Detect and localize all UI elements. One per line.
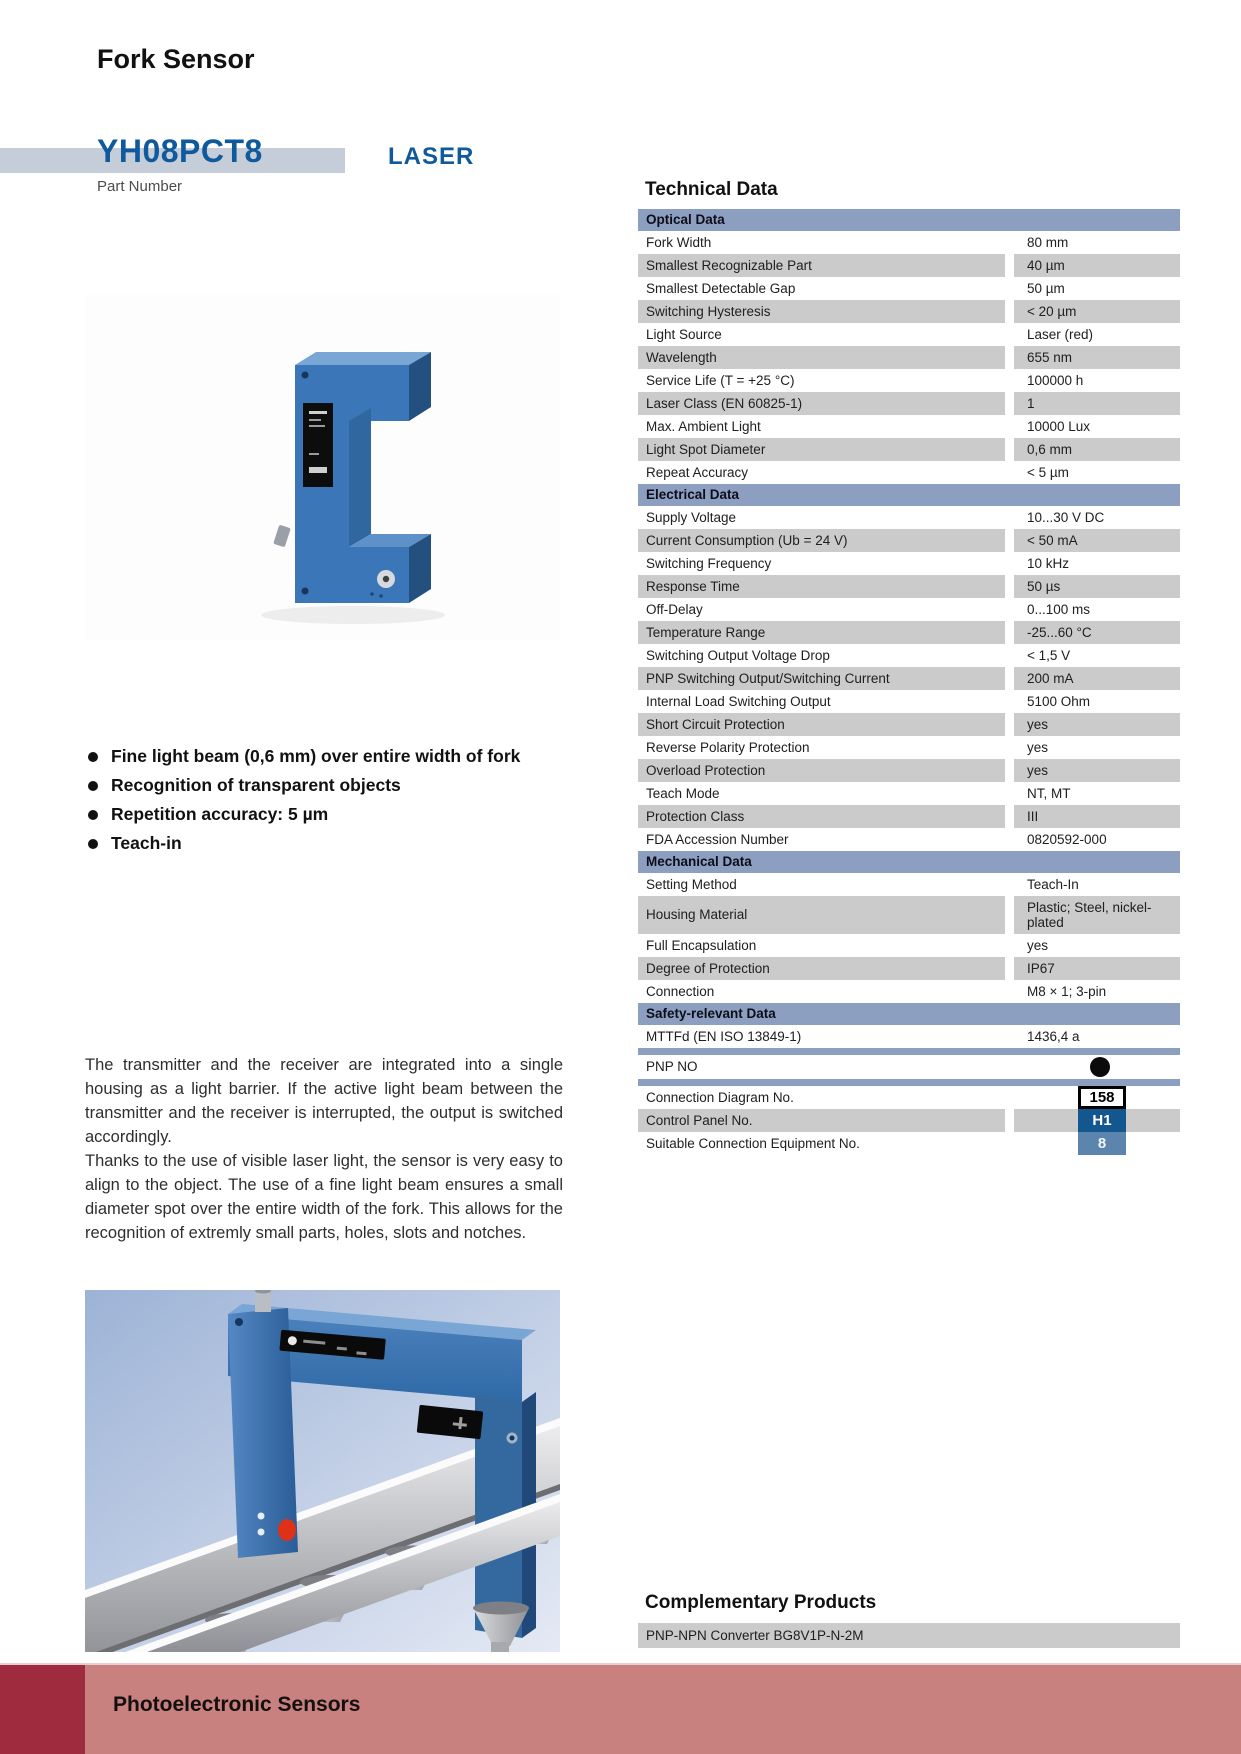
pnp-output-dot-icon	[1090, 1057, 1110, 1077]
column-gap	[1005, 828, 1014, 851]
table-section-header: Optical Data	[638, 209, 1180, 231]
column-gap	[1005, 782, 1014, 805]
table-row	[638, 713, 1180, 736]
part-number-caption: Part Number	[97, 178, 183, 195]
fork-sensor-render	[85, 295, 560, 640]
red-led-icon	[278, 1519, 296, 1541]
laser-label: LASER	[388, 143, 475, 170]
bullet-icon	[88, 810, 98, 820]
column-gap	[1005, 934, 1014, 957]
row-label: Connection Diagram No.	[646, 1090, 794, 1105]
row-label: Connection	[646, 984, 715, 999]
table-row	[638, 1086, 1180, 1109]
row-label: Max. Ambient Light	[646, 419, 761, 434]
table-row	[638, 506, 1180, 529]
column-gap	[1005, 254, 1014, 277]
column-gap	[1005, 621, 1014, 644]
output-row	[638, 1055, 1180, 1079]
row-label: Teach Mode	[646, 786, 720, 801]
column-gap	[1005, 506, 1014, 529]
row-label: Smallest Detectable Gap	[646, 281, 796, 296]
table-section-header: Safety-relevant Data	[638, 1003, 1180, 1025]
bullet-icon	[88, 752, 98, 762]
row-label: Wavelength	[638, 346, 1005, 369]
footer-label: Photoelectronic Sensors	[113, 1693, 361, 1716]
table-section-header: Electrical Data	[638, 484, 1180, 506]
row-value: 100000 h	[1027, 373, 1084, 388]
column-gap	[1005, 713, 1014, 736]
row-label: Current Consumption (Ub = 24 V)	[638, 529, 1005, 552]
column-gap	[1005, 759, 1014, 782]
table-row	[638, 1025, 1180, 1048]
row-value: 1436,4 a	[1027, 1029, 1080, 1044]
page-title: Fork Sensor	[97, 44, 255, 74]
bullet-icon	[88, 839, 98, 849]
row-label: Supply Voltage	[646, 510, 737, 525]
column-gap	[1005, 1086, 1014, 1109]
row-label: Smallest Recognizable Part	[638, 254, 1005, 277]
row-value: M8 × 1; 3-pin	[1027, 984, 1107, 999]
table-row	[638, 782, 1180, 805]
row-label: Control Panel No.	[638, 1109, 1005, 1132]
table-row	[638, 805, 1180, 828]
row-value: NT, MT	[1027, 786, 1071, 801]
row-label: Off-Delay	[646, 602, 703, 617]
connector-icon	[273, 525, 291, 548]
application-image	[85, 1290, 560, 1652]
screw-hole-icon	[302, 372, 309, 379]
complementary-item: PNP-NPN Converter BG8V1P-N-2M	[638, 1623, 1180, 1648]
row-label: Housing Material	[638, 896, 1005, 934]
row-label: Protection Class	[638, 805, 1005, 828]
table-row	[638, 980, 1180, 1003]
row-value: 50 µm	[1027, 281, 1065, 296]
row-label: Internal Load Switching Output	[646, 694, 831, 709]
row-label: Short Circuit Protection	[638, 713, 1005, 736]
column-gap	[1005, 690, 1014, 713]
table-row	[638, 231, 1180, 254]
row-label: PNP NO	[646, 1059, 698, 1074]
complementary-title: Complementary Products	[645, 1592, 877, 1613]
table-row	[638, 736, 1180, 759]
column-gap	[1005, 369, 1014, 392]
row-value: Laser (red)	[1027, 327, 1094, 342]
table-row	[638, 300, 1180, 323]
row-value: 80 mm	[1027, 235, 1069, 250]
column-gap	[1005, 805, 1014, 828]
application-scene	[85, 1290, 560, 1652]
row-value: IP67	[1014, 957, 1180, 980]
description-paragraph: Thanks to the use of visible laser light, the sensor is very easy to align to the object. The use of a fine light beam ensures a small diameter spot over the entire width of the fork. This allows for the recognition of extremly small parts, holes, slots and notches.	[85, 1152, 563, 1242]
separator-band	[638, 1079, 1180, 1086]
column-gap	[1005, 667, 1014, 690]
screw-hole-icon	[235, 1318, 243, 1326]
column-gap	[1005, 277, 1014, 300]
row-label: Suitable Connection Equipment No.	[646, 1136, 860, 1151]
table-row	[638, 957, 1180, 980]
table-row	[638, 690, 1180, 713]
feature-item	[88, 800, 520, 829]
column-gap	[1005, 598, 1014, 621]
table-row	[638, 529, 1180, 552]
table-row	[638, 552, 1180, 575]
diagram-number-badge: 158	[1078, 1086, 1126, 1109]
column-gap	[1005, 575, 1014, 598]
row-label: Light Spot Diameter	[638, 438, 1005, 461]
row-value: 10000 Lux	[1027, 419, 1091, 434]
row-value: Teach-In	[1027, 877, 1079, 892]
table-row	[638, 759, 1180, 782]
row-value: < 1,5 V	[1027, 648, 1071, 663]
row-value: 655 nm	[1014, 346, 1180, 369]
table-row	[638, 392, 1180, 415]
table-row	[638, 438, 1180, 461]
row-value: 1	[1014, 392, 1180, 415]
table-row	[638, 828, 1180, 851]
row-label: Switching Frequency	[646, 556, 772, 571]
row-value: yes	[1014, 713, 1180, 736]
part-number: YH08PCT8	[97, 133, 263, 169]
column-gap	[1005, 873, 1014, 896]
row-value: < 5 µm	[1027, 465, 1069, 480]
column-gap	[1005, 461, 1014, 484]
column-gap	[1005, 957, 1014, 980]
feature-item	[88, 771, 520, 800]
feature-text: Repetition accuracy: 5 µm	[111, 804, 329, 824]
table-row	[638, 346, 1180, 369]
row-value: < 20 µm	[1014, 300, 1180, 323]
table-row	[638, 1132, 1180, 1155]
row-label: Light Source	[646, 327, 722, 342]
row-label: Response Time	[638, 575, 1005, 598]
feature-item	[88, 829, 520, 858]
separator-band	[638, 1048, 1180, 1055]
row-value: 0,6 mm	[1014, 438, 1180, 461]
row-value: < 50 mA	[1014, 529, 1180, 552]
footer-band	[0, 1663, 1241, 1754]
column-gap	[1005, 323, 1014, 346]
column-gap	[1005, 415, 1014, 438]
row-value: 50 µs	[1014, 575, 1180, 598]
row-label: Fork Width	[646, 235, 712, 250]
column-gap	[1005, 1025, 1014, 1048]
row-value: 10...30 V DC	[1027, 510, 1105, 525]
feature-list	[88, 742, 520, 858]
row-label: Full Encapsulation	[646, 938, 757, 953]
diagram-number-badge: H1	[1078, 1109, 1126, 1132]
row-value: -25...60 °C	[1014, 621, 1180, 644]
row-value: 5100 Ohm	[1027, 694, 1091, 709]
row-value: III	[1014, 805, 1180, 828]
row-label: FDA Accession Number	[646, 832, 789, 847]
feature-text: Teach-in	[111, 833, 182, 853]
row-label: Reverse Polarity Protection	[646, 740, 810, 755]
column-gap	[1005, 392, 1014, 415]
row-label: Temperature Range	[638, 621, 1005, 644]
column-gap	[1005, 1109, 1014, 1132]
column-gap	[1005, 644, 1014, 667]
row-label: MTTFd (EN ISO 13849-1)	[646, 1029, 802, 1044]
table-row	[638, 667, 1180, 690]
screw-hole-icon	[302, 588, 309, 595]
row-label: Switching Output Voltage Drop	[646, 648, 830, 663]
table-row	[638, 644, 1180, 667]
row-value: yes	[1014, 759, 1180, 782]
column-gap	[1005, 1132, 1014, 1155]
description	[85, 1053, 563, 1245]
product-label	[303, 403, 333, 487]
column-gap	[1005, 980, 1014, 1003]
column-gap	[1005, 300, 1014, 323]
column-gap	[1005, 736, 1014, 759]
table-section-header: Mechanical Data	[638, 851, 1180, 873]
technical-data-table	[638, 209, 1180, 1155]
row-label: Setting Method	[646, 877, 737, 892]
table-row	[638, 254, 1180, 277]
row-label: Overload Protection	[638, 759, 1005, 782]
diagram-number-badge: 8	[1078, 1132, 1126, 1155]
feature-text: Recognition of transparent objects	[111, 775, 401, 795]
technical-data-title: Technical Data	[645, 179, 778, 200]
description-paragraph: The transmitter and the receiver are integrated into a single housing as a light barrier. If the active light beam between the transmitter and the receiver is interrupted, the output is switched accordingly.	[85, 1056, 563, 1146]
column-gap	[1005, 896, 1014, 934]
column-gap	[1005, 529, 1014, 552]
table-row	[638, 461, 1180, 484]
feature-text: Fine light beam (0,6 mm) over entire width of fork	[111, 746, 521, 766]
row-label: Degree of Protection	[638, 957, 1005, 980]
bullet-icon	[88, 781, 98, 791]
table-row	[638, 277, 1180, 300]
product-image	[85, 295, 560, 640]
table-row	[638, 575, 1180, 598]
row-value: 10 kHz	[1027, 556, 1070, 571]
table-row	[638, 621, 1180, 644]
table-row	[638, 415, 1180, 438]
table-row	[638, 369, 1180, 392]
feature-item	[88, 742, 520, 771]
column-gap	[1005, 346, 1014, 369]
row-label: Switching Hysteresis	[638, 300, 1005, 323]
footer-accent-block	[0, 1665, 85, 1754]
table-row	[638, 323, 1180, 346]
column-gap	[1005, 438, 1014, 461]
column-gap	[1005, 552, 1014, 575]
row-value: 0...100 ms	[1027, 602, 1091, 617]
table-row	[638, 1109, 1180, 1132]
row-value: 200 mA	[1014, 667, 1180, 690]
row-value: 0820592-000	[1027, 832, 1107, 847]
row-value: yes	[1027, 938, 1049, 953]
table-row	[638, 873, 1180, 896]
table-row	[638, 896, 1180, 934]
column-gap	[1005, 231, 1014, 254]
row-label: Service Life (T = +25 °C)	[646, 373, 795, 388]
row-label: Repeat Accuracy	[646, 465, 749, 480]
row-value: 40 µm	[1014, 254, 1180, 277]
row-label: PNP Switching Output/Switching Current	[638, 667, 1005, 690]
table-row	[638, 934, 1180, 957]
table-row	[638, 598, 1180, 621]
row-value: yes	[1027, 740, 1049, 755]
row-value: Plastic; Steel, nickel-plated	[1014, 896, 1180, 934]
row-label: Laser Class (EN 60825-1)	[638, 392, 1005, 415]
